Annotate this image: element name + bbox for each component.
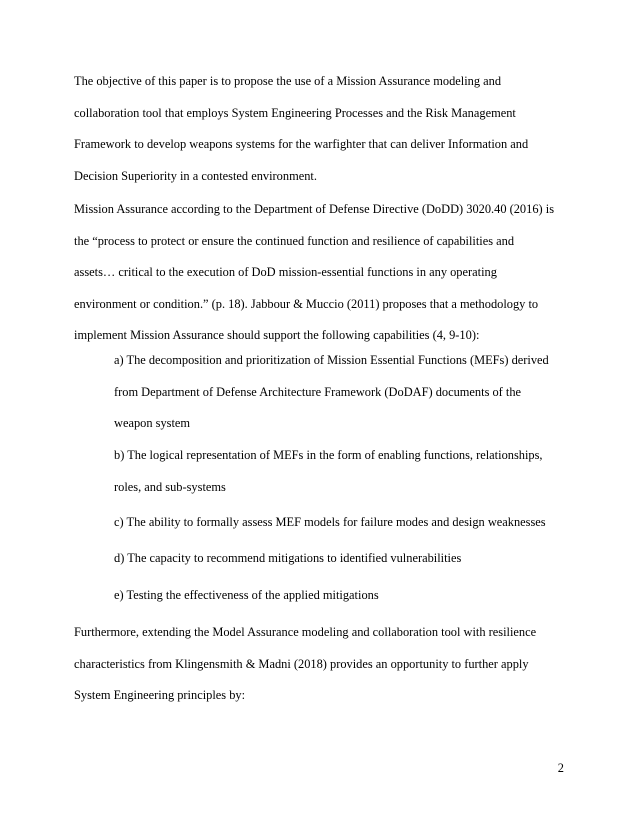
text-line: Decision Superiority in a contested environment. bbox=[74, 168, 317, 183]
text-line: Furthermore, extending the Model Assurance modeling and collaboration tool with resilience bbox=[74, 625, 537, 639]
capabilities-list bbox=[114, 580, 574, 612]
capabilities-list bbox=[114, 440, 574, 503]
list-item: a) The decomposition and prioritization of Mission Essential Functions (MEFs) derived bbox=[114, 353, 549, 367]
paragraph-objective bbox=[74, 66, 574, 192]
text-line: Framework to develop weapons systems for the warfighter that can deliver Information and bbox=[74, 137, 529, 151]
paragraph-furthermore bbox=[74, 617, 574, 712]
text-line: The objective of this paper is to propose the use of a Mission Assurance modeling and bbox=[74, 74, 502, 88]
list-item: from Department of Defense Architecture Framework (DoDAF) documents of the bbox=[114, 384, 522, 399]
paragraph-mission-assurance bbox=[74, 194, 574, 352]
list-item: roles, and sub-systems bbox=[114, 479, 226, 494]
text-line: assets… critical to the execution of DoD mission-essential functions in any operating bbox=[74, 265, 497, 279]
text-line: environment or condition.” (p. 18). Jabbour & Muccio (2011) proposes that a methodology to bbox=[74, 296, 539, 311]
list-item: weapon system bbox=[114, 416, 191, 430]
capabilities-list bbox=[114, 345, 574, 440]
text-line: System Engineering principles by: bbox=[74, 688, 246, 702]
text-line: implement Mission Assurance should support the following capabilities (4, 9-10): bbox=[74, 328, 480, 342]
text-line: collaboration tool that employs System Engineering Processes and the Risk Management bbox=[74, 105, 516, 120]
capabilities-list bbox=[114, 543, 574, 575]
list-item: b) The logical representation of MEFs in the form of enabling functions, relationships, bbox=[114, 448, 543, 462]
text-line: the “process to protect or ensure the continued function and resilience of capabilities and bbox=[74, 233, 515, 248]
text-line: Mission Assurance according to the Department of Defense Directive (DoDD) 3020.40 (2016) is bbox=[74, 202, 555, 216]
list-item: e) Testing the effectiveness of the applied mitigations bbox=[114, 588, 379, 602]
list-item: d) The capacity to recommend mitigations to identified vulnerabilities bbox=[114, 551, 462, 565]
list-item: c) The ability to formally assess MEF models for failure modes and design weaknesses bbox=[114, 515, 546, 529]
page-number: 2 bbox=[557, 761, 564, 775]
capabilities-list bbox=[114, 507, 574, 539]
text-line: characteristics from Klingensmith & Madni (2018) provides an opportunity to further apply bbox=[74, 656, 529, 671]
